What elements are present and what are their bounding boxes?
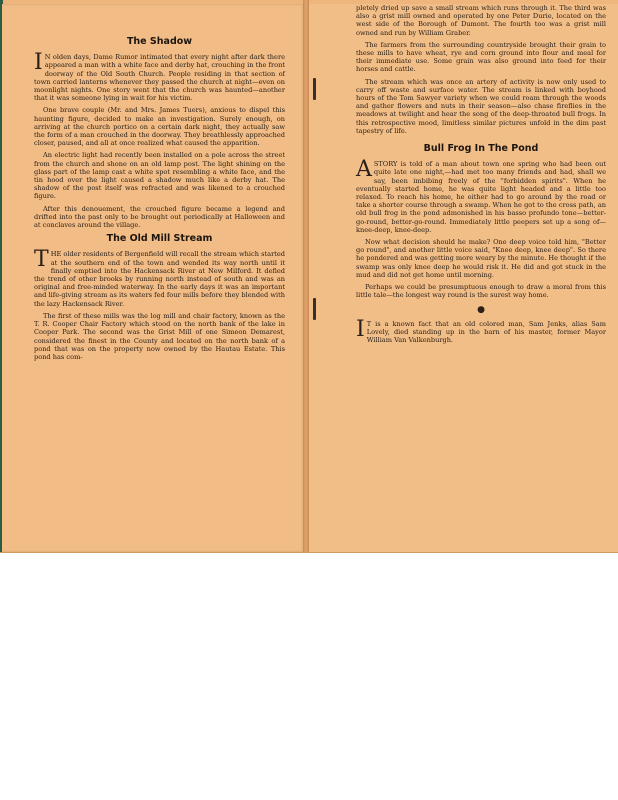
staple-top — [313, 78, 316, 100]
paragraph-text: N olden days, Dame Rumor intimated that every night after dark there appeared a man with a white face and derby hat, crouching in the front doorway of the Old South Church. People residing in that section of town carried lanterns whenever they passed the church at night—even on moonlight nights. One story went that the church was haunted—another that it was someone lying in wait for his victim. — [34, 53, 285, 103]
continuation-paragraph: The stream which was once an artery of activity is now only used to carry off waste and surface water. The stream is linked with boyhood hours of the Tom Sawyer variety when we could roam through the woods and gather flowers and nuts in their season—also chase fireflies in the meadows at twilight and hear the song of the deep-throated bull frogs. In this retrospective mood, limitless similar pictures unfold in the dim past tapestry of life. — [356, 77, 606, 135]
staple-bottom — [313, 298, 316, 320]
shadow-title: The Shadow — [126, 36, 193, 47]
continuation-paragraph: pletely dried up save a small stream which runs through it. The third was also a grist mill owned and operated by one Peter Durie, located on the west side of the Borough of Dumont. The fourth too was a grist mill owned and run by William Graber. — [356, 4, 606, 37]
drop-cap: I — [356, 316, 365, 342]
closing-paragraph — [356, 316, 606, 345]
drop-cap: I — [34, 50, 43, 76]
mill-paragraph — [34, 247, 285, 308]
shadow-paragraph: After this denouement, the crouched figure became a legend and drifted into the past only to be brought out periodically at Halloween and at conclaves around the village. — [34, 204, 285, 230]
spine — [303, 0, 309, 552]
drop-cap: A — [356, 157, 372, 183]
paragraph-text: T is a known fact that an old colored man, Sam Jenks, alias Sam Lovely, died standing up in the barn of his master, former Mayor William Van Valkenburgh. — [366, 319, 606, 345]
bull-frog-paragraph: Perhaps we could be presumptuous enough to draw a moral from this little tale—the longest way round is the surest way home. — [356, 283, 606, 300]
mill-stream-title: The Old Mill Stream — [106, 233, 213, 245]
section-divider-bullet: ● — [477, 304, 485, 315]
bull-frog-title: Bull Frog In The Pond — [423, 143, 539, 155]
drop-cap: T — [34, 247, 49, 273]
left-column — [34, 32, 285, 365]
paragraph-text: HE older residents of Bergenfield will recall the stream which started at the southern end of the town and wended its way north until it finally emptied into the Hackensack River at New Milford. It defied the trend of other brooks by running north instead of south and was an original and free-minded waterway. In the early days it was an important and life-giving stream as its waters fed four mills before they blended with the lazy Hackensack River. — [34, 250, 285, 308]
paragraph-text: STORY is told of a man about town one spring who had been out quite late one night,—had met too many friends and had, shall we say, been imbibing freely of the "forbidden spirits". When he eventually started home, he was quite light headed and a little too relaxed. To reach his home, he either had to go around by the road or take a shorter course through a swamp. When he got to the cross path, an old bull frog in the pond admonished in his basso profundo tone—better-go-round, better-go-round. Immediately little peepers set up a song of—knee-deep, knee-deep. — [356, 160, 606, 234]
shadow-paragraph: An electric light had recently been installed on a pole across the street from the church and shone on an old lamp post. The light shining on the glass part of the lamp cast a white spot resembling a white face, and the tin hood over the light caused a shadow much like a derby hat. The shadow of the post itself was refracted and was likened to a crouched figure. — [34, 151, 285, 201]
shadow-paragraph — [34, 50, 285, 103]
bull-frog-paragraph — [356, 157, 606, 234]
right-column — [356, 4, 606, 348]
shadow-paragraph: One brave couple (Mr. and Mrs. James Tuers), anxious to dispel this haunting figure, decided to make an investigation. Surely enough, on arriving at the church portico on a certain dark night, they actually saw the form of a man crouched in the doorway. They breathlessly approached closer, paused, and all at once realized what caused the apparition. — [34, 106, 285, 148]
bull-frog-paragraph: Now what decision should he make? One deep voice told him, "Better go round", and another little voice said, "Knee deep, knee deep". So there he pondered and was getting more weary by the minute. He thought if the swamp was only knee deep he would risk it. He did and got stuck in the mud and did not get home until morning. — [356, 238, 606, 279]
mill-paragraph: The first of these mills was the log mill and chair factory, known as the T. R. Cooper Chair Factory which stood on the north bank of the lake in Cooper Park. The second was the Grist Mill of one Simeon Demarest, considered the finest in the County and located on the north bank of a pond that was on the property now owned by the Hautau Estate. This pond has com- — [34, 311, 285, 361]
continuation-paragraph: The farmers from the surrounding countryside brought their grain to these mills to have wheat, rye and corn ground into flour and meal for their immediate use. Some grain was also ground into feed for their horses and cattle. — [356, 40, 606, 74]
